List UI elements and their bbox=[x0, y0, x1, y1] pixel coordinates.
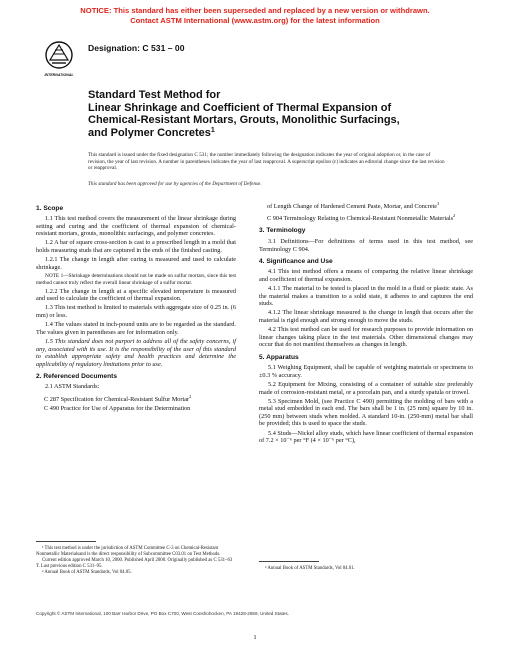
reference-c490-continued bbox=[267, 200, 473, 211]
para-1-4: 1.4 The values stated in inch-pound units are to be regarded as the standard. The values given in parentheses are for information only. bbox=[36, 321, 236, 336]
title-footnote-mark: 1 bbox=[210, 126, 215, 134]
reference-c287-mark: 2 bbox=[189, 393, 192, 399]
dod-approval-statement: This standard has been approved for use by agencies of the Department of Defense. bbox=[88, 181, 262, 187]
page-number: 1 bbox=[253, 634, 257, 641]
footnote-2: ² Annual Book of ASTM Standards, Vol 04.05. bbox=[42, 570, 132, 575]
document-title bbox=[88, 89, 468, 139]
reference-c904-mark: 2 bbox=[453, 213, 456, 219]
reference-c287 bbox=[36, 393, 236, 404]
footnote-1: ¹ This test method is under the jurisdiction of ASTM Committee C-3 on Chemical-Resistant Nonmetallic Materialsand is the direct responsibility of Subcommittee C03.01 on Test Methods. bbox=[36, 546, 221, 557]
para-1-3: 1.3 This test method is limited to materials with aggregate size of 0.25 in. (6 mm) or less. bbox=[36, 304, 236, 319]
section-heading-scope: 1. Scope bbox=[36, 204, 64, 212]
footnotes-left bbox=[36, 546, 236, 576]
section-heading-terminology: 3. Terminology bbox=[259, 227, 306, 235]
title-line-4 bbox=[88, 127, 468, 140]
section-heading-referenced-documents: 2. Referenced Documents bbox=[36, 372, 117, 380]
para-3-1: 3.1 Definitions—For definitions of terms used in this test method, see Terminology C 904. bbox=[259, 238, 473, 253]
reference-c490: C 490 Practice for Use of Apparatus for the Determination bbox=[44, 404, 191, 412]
footnote-3: ³ Annual Book of ASTM Standards, Vol 04.01. bbox=[265, 566, 355, 571]
reference-c904-text: C 904 Terminology Relating to Chemical-Resistant Nonmetallic Materials bbox=[267, 215, 454, 223]
para-5-4: 5.4 Studs—Nickel alloy studs, which have linear coefficient of thermal expansion of 7.2 × 10⁻⁶ per °F (4 × 10⁻⁶ per °C), bbox=[259, 429, 473, 445]
title-line-3: Chemical-Resistant Mortars, Grouts, Monolithic Surfacings, bbox=[88, 114, 400, 127]
footnotes-right bbox=[259, 566, 473, 572]
title-line-1: Standard Test Method for bbox=[88, 89, 221, 101]
reference-c490-continued-text: of Length Change of Hardened Cement Paste, Mortar, and Concrete bbox=[267, 203, 438, 211]
copyright-line: Copyright © ASTM International, 100 Barr Harbor Drive, PO Box C700, West Conshohocken, PA 19428-2959, United States. bbox=[36, 611, 289, 616]
para-1-5: 1.5 This standard does not purport to address all of the safety concerns, if any, associated with its use. It is the responsibility of the user of this standard to establish appropriate safety and health practices and determine the applicability of regulatory limitations prior to use. bbox=[36, 337, 236, 368]
note-1: NOTE 1—Shrinkage determinations should not be made on sulfur mortars, since this test method cannot truly reflect the overall linear shrinkage of a sulfur mortar. bbox=[36, 273, 236, 286]
footnote-rule-left bbox=[36, 541, 96, 542]
para-1-2-1: 1.2.1 The change in length after curing is measured and used to calculate shrinkage. bbox=[36, 256, 236, 271]
footnote-rule-right bbox=[259, 561, 319, 562]
issuance-statement: This standard is issued under the fixed designation C 531; the number immediately following the designation indicates the year of original adoption or, in the case of revision, the year of last revision. A number in parentheses indicates the year of last reapproval. A superscript epsilon (ε) indicates an editorial change since the last revision or reapproval. bbox=[88, 152, 445, 172]
reference-c287-text: C 287 Specification for Chemical-Resistant Sulfur Mortar bbox=[44, 395, 190, 403]
right-column bbox=[259, 200, 473, 446]
section-heading-significance-and-use: 4. Significance and Use bbox=[259, 257, 333, 265]
para-1-2: 1.2 A bar of square cross-section is cast to a prescribed length in a mold that holds measuring studs that are captured in the ends of the finished casting. bbox=[36, 239, 236, 255]
notice-line-2: Contact ASTM International (www.astm.org) for the latest information bbox=[130, 15, 380, 25]
para-4-1-1: 4.1.1 The material to be tested is placed in the mold in a fluid or plastic state. As the material makes a transition to a solid state, it adheres to and captures the end studs. bbox=[259, 285, 473, 308]
para-2-1: 2.1 ASTM Standards: bbox=[45, 383, 100, 391]
astm-logo-icon bbox=[44, 40, 74, 78]
para-5-2: 5.2 Equipment for Mixing, consisting of a container of suitable size preferably made of corrosion-resistant metal, or a porcelain pan, and a sturdy spatula or trowel. bbox=[259, 380, 473, 396]
para-1-1: 1.1 This test method covers the measurement of the linear shrinkage during setting and curing and the coefficient of thermal expansion of chemical-resistant mortars, grouts, monolithic surfacings, and polymer concretes. bbox=[36, 215, 236, 238]
para-5-1: 5.1 Weighing Equipment, shall be capable of weighing materials or specimens to ±0.3 % accuracy. bbox=[259, 364, 473, 379]
para-4-1-2: 4.1.2 The linear shrinkage measured is the change in length that occurs after the material is rigid enough and strong enough to move the studs. bbox=[259, 309, 473, 325]
title-line-2: Linear Shrinkage and Coefficient of Thermal Expansion of bbox=[88, 101, 392, 114]
reference-c490-mark: 3 bbox=[437, 201, 440, 206]
logo-wordmark: INTERNATIONAL bbox=[44, 73, 74, 77]
reference-c904 bbox=[259, 212, 473, 223]
designation: Designation: C 531 – 00 bbox=[88, 43, 185, 53]
title-line-4-text: and Polymer Concretes bbox=[88, 126, 211, 139]
left-column bbox=[36, 200, 236, 414]
section-heading-apparatus: 5. Apparatus bbox=[259, 353, 299, 361]
para-5-3: 5.3 Specimen Mold, (see Practice C 490) permitting the molding of bars with a metal stud embedded in each end. The bars shall be 1 in. (25 mm) square by 10 in. (250 mm) between studs when molded. A standard 10-in. (250-mm) metal bar shall be provided; this is used to space the studs. bbox=[259, 397, 473, 428]
notice-line-1: NOTICE: This standard has either been superseded and replaced by a new version or withdrawn. bbox=[80, 6, 430, 15]
para-4-1: 4.1 This test method offers a means of comparing the relative linear shrinkage and coefficient of thermal expansion. bbox=[259, 268, 473, 283]
withdrawn-notice bbox=[0, 6, 510, 25]
footnote-1b: Current edition approved March 10, 2000. Published April 2000. Originally published as C 531–63 T. Last previous edition C 531–95. bbox=[36, 558, 233, 569]
para-1-2-2: 1.2.2 The change in length at a specific elevated temperature is measured and used to calculate the coefficient of thermal expansion. bbox=[36, 287, 236, 303]
para-4-2: 4.2 This test method can be used for research purposes to provide information on linear changes taking place in the test materials. Other dimensional changes may occur that do not manifest themselves as changes in length. bbox=[259, 326, 473, 349]
